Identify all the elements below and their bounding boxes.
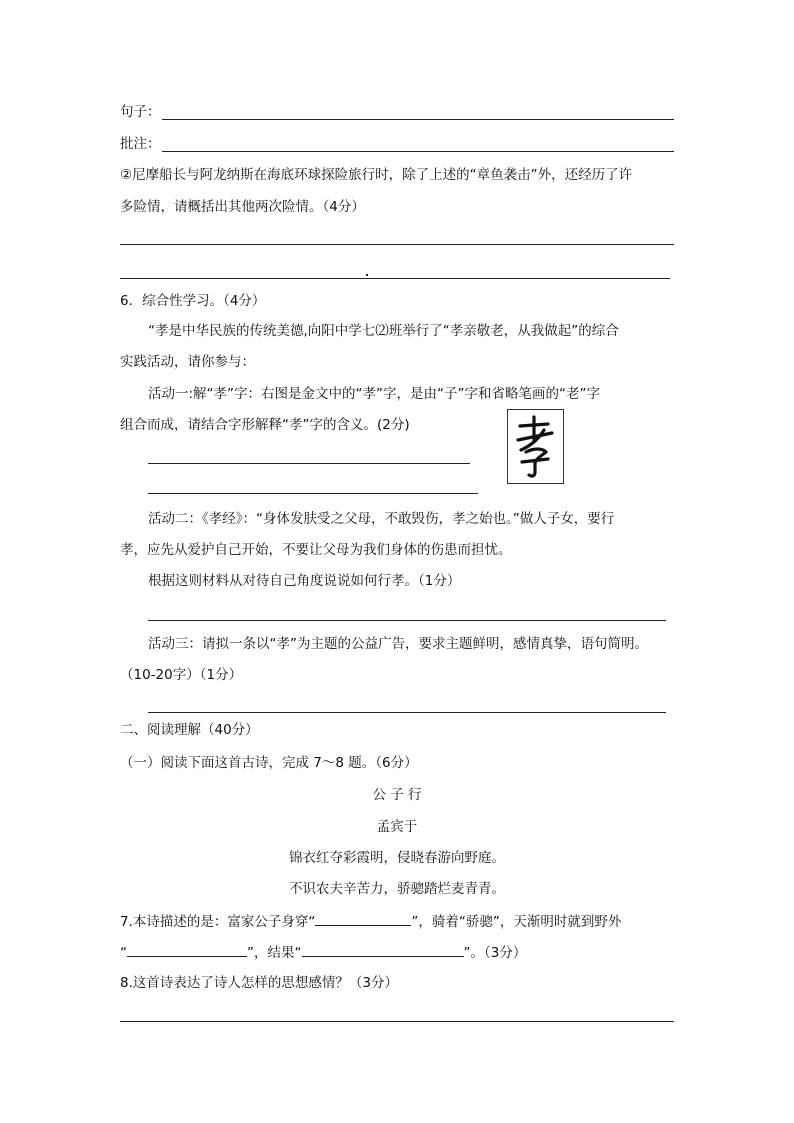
q7-line2 [120,942,526,962]
q7-blank-clothing[interactable] [315,911,411,926]
activity2-answer-line[interactable] [148,620,666,621]
poem-author: 孟宾于 [376,819,418,835]
sentence-answer-line[interactable] [162,119,674,120]
q7-text-part5: ”。（3分） [463,945,527,961]
activity1-line1: 活动一:解“孝”字：右图是金文中的“孝”字，是由“子”字和省略笔画的“老”字 [148,386,600,402]
q8-answer-line[interactable] [120,1021,674,1022]
activity2-line2: 孝，应先从爱护自己开始，不要让父母为我们身体的伤患而担忧。 [120,542,512,558]
activity3-answer-line[interactable] [148,712,666,713]
q7-blank-place[interactable] [127,942,247,957]
poem-title: 公 子 行 [372,787,422,803]
q5-part2-line1: ②尼摩船长与阿龙纳斯在海底环球探险旅行时，除了上述的“章鱼袭击”外，还经历了许 [120,167,633,183]
q8-text: 8.这首诗表达了诗人怎样的思想感情？（3分） [120,975,398,991]
stray-dot [366,274,368,276]
q7-text-part4: ”，结果“ [247,945,302,961]
q6-heading: 6．综合性学习。（4分） [120,293,266,309]
section2-sub1: （一）阅读下面这首古诗，完成 7～8 题。（6分） [120,755,418,771]
bronze-xiao-glyph-image [507,409,564,484]
q7-text-part3: “ [120,945,127,961]
annotation-answer-line[interactable] [162,151,674,152]
activity3-line2: （10-20字）（1分） [120,667,243,683]
xiao-glyph-icon [508,410,563,483]
annotation-label: 批注： [120,136,161,152]
q7-blank-result[interactable] [302,942,464,957]
q6-intro-line2: 实践活动，请你参与： [120,354,255,370]
q7-text-part2: ”，骑着“骄骢”，天渐明时就到野外 [411,914,622,930]
section2-heading: 二、阅读理解（40分） [120,722,259,738]
q5-answer-line-2[interactable] [120,278,670,279]
q7-line1 [120,911,621,931]
poem-line2: 不识农夫辛苦力，骄骢踏烂麦青青。 [289,881,505,897]
activity2-line1: 活动二：《孝经》：“身体发肤受之父母，不敢毁伤，孝之始也。”做人子女，要行 [148,511,615,527]
q5-answer-line-1[interactable] [120,244,674,245]
activity1-line2: 组合而成，请结合字形解释“孝”字的含义。(2分) [120,417,410,433]
sentence-label: 句子： [120,104,161,120]
activity3-line1: 活动三：请拟一条以“孝”为主题的公益广告，要求主题鲜明，感情真挚，语句简明。 [148,636,648,652]
poem-line1: 锦衣红夺彩霞明，侵晓春游向野庭。 [289,850,505,866]
q7-text-part1: 7.本诗描述的是：富家公子身穿“ [120,914,316,930]
q5-part2-line2: 多险情，请概括出其他两次险情。（4分） [120,199,365,215]
activity1-answer-line-1[interactable] [148,463,470,464]
q6-intro-line1: “孝是中华民族的传统美德,向阳中学七⑵班举行了“孝亲敬老，从我做起”的综合 [148,323,619,339]
activity1-answer-line-2[interactable] [148,493,478,494]
activity2-question: 根据这则材料从对待自己角度说说如何行孝。（1分） [148,573,461,589]
